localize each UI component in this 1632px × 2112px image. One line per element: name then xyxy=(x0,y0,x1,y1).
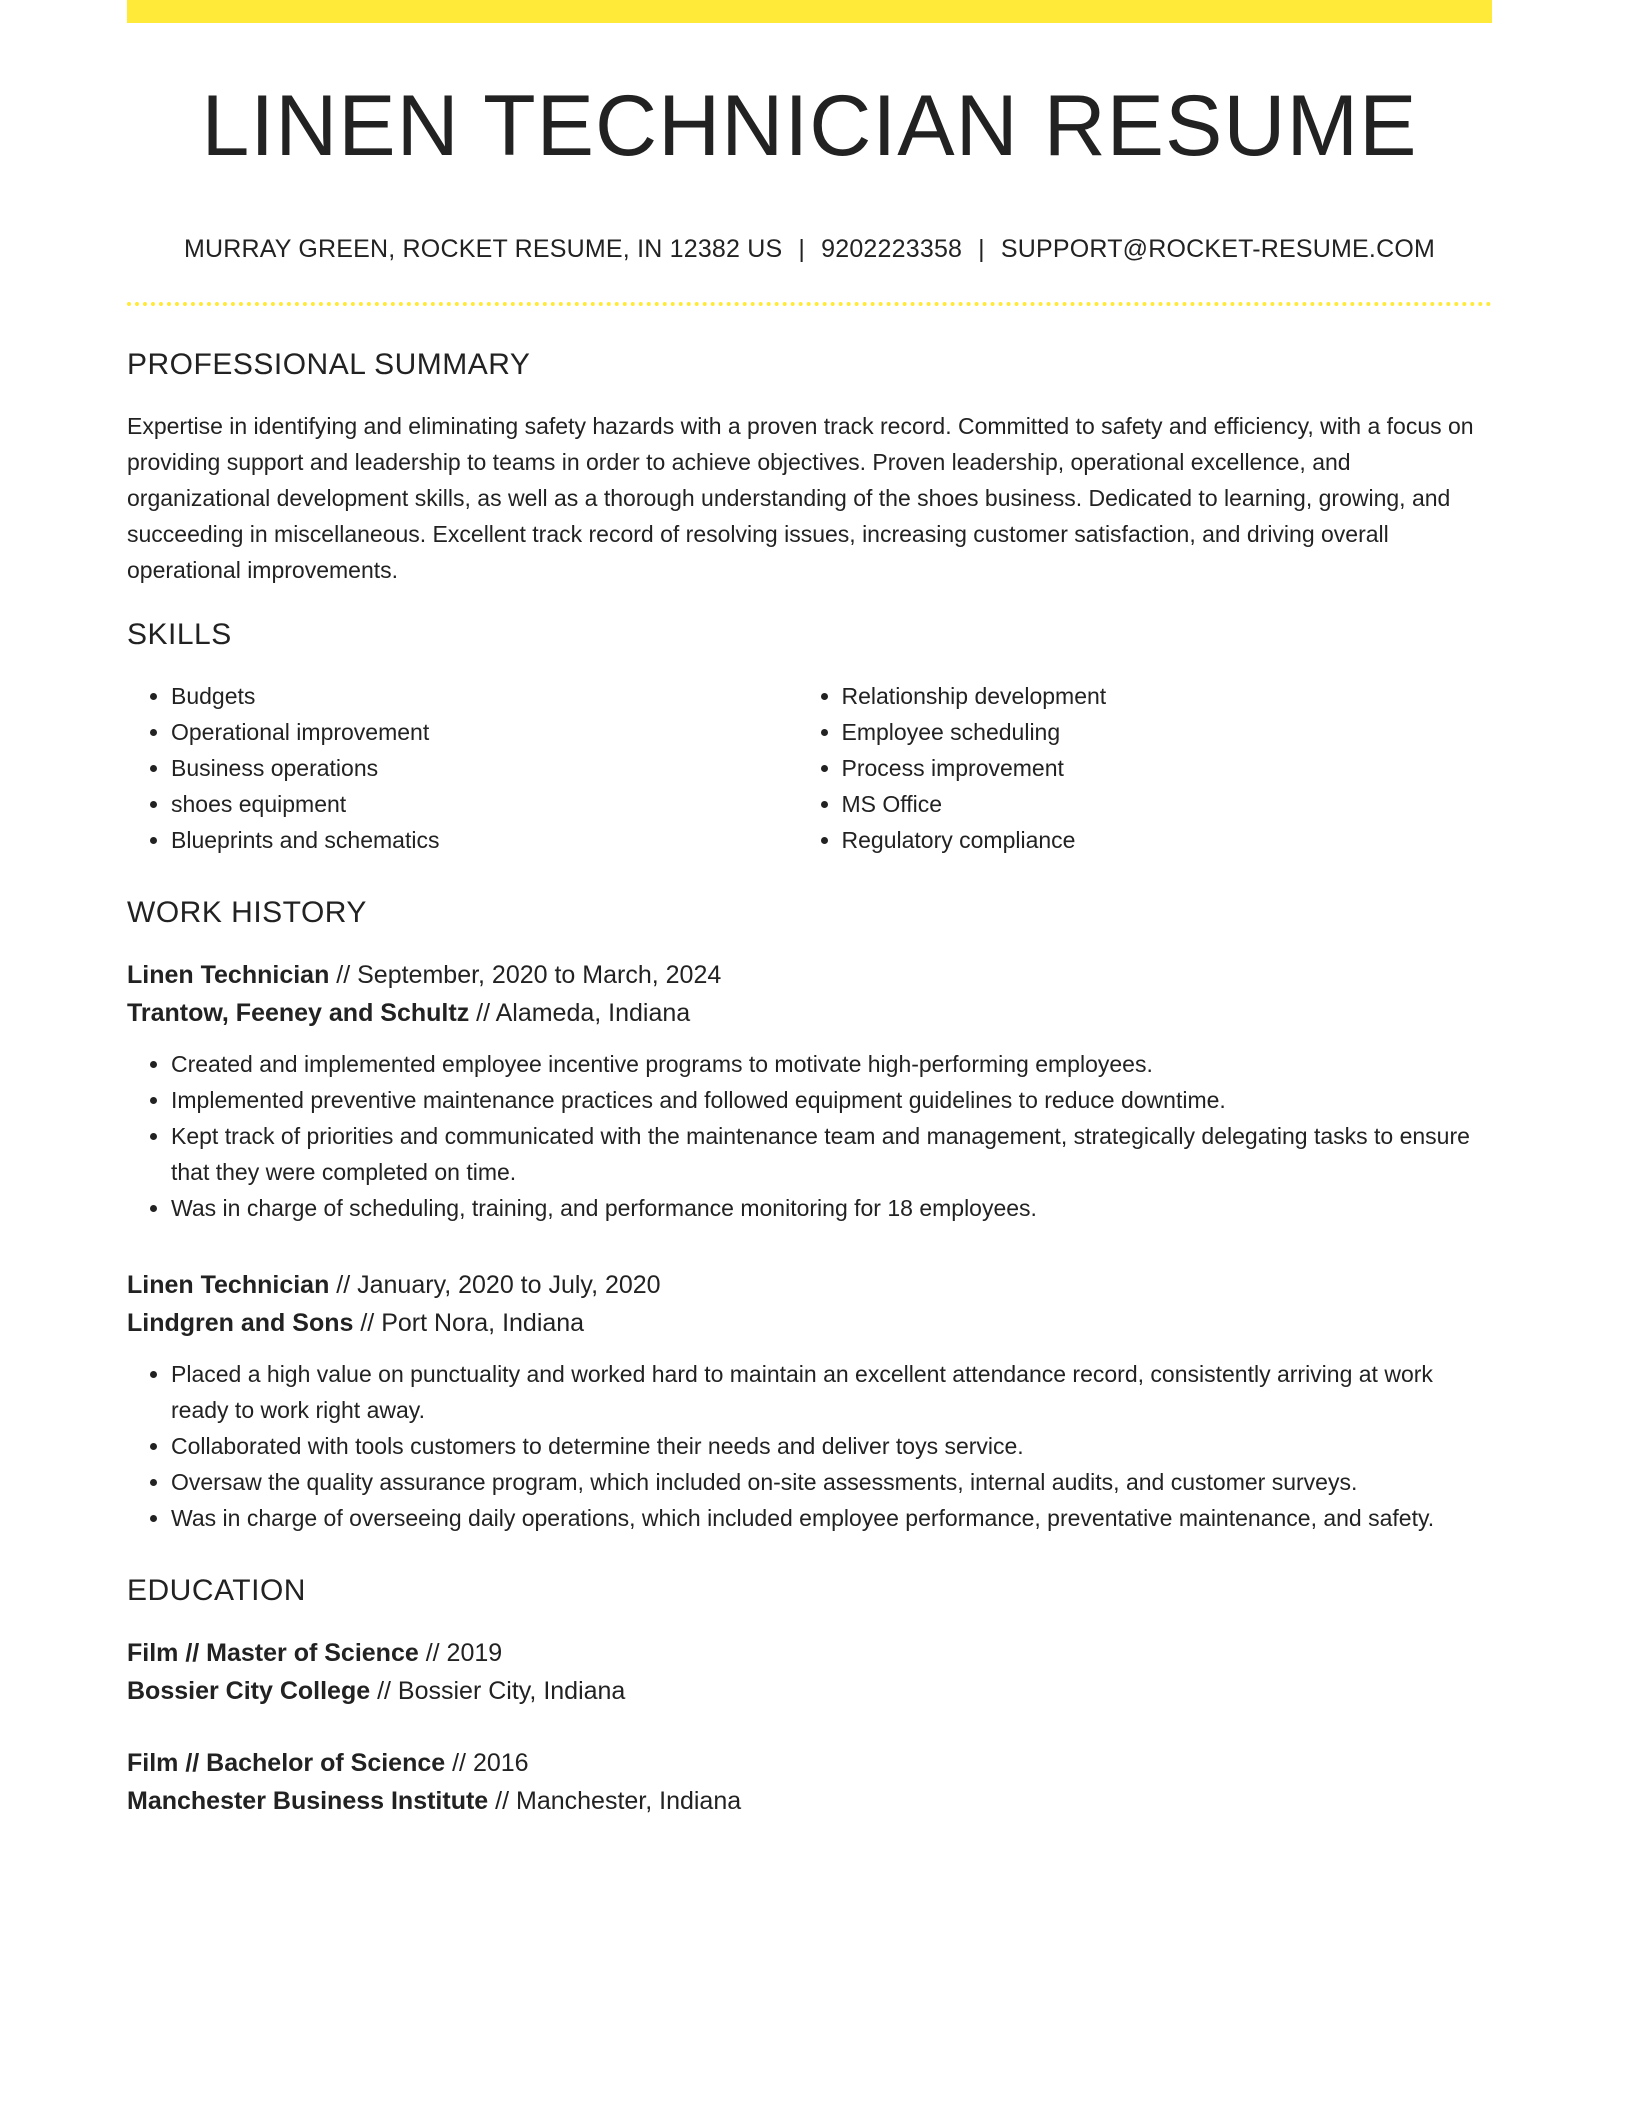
education-entry xyxy=(127,1634,1492,1710)
degree: Film // Bachelor of Science xyxy=(127,1749,446,1777)
job-bullet: • Placed a high value on punctuality and worked hard to maintain an excellent attendance record, consistently arriving at work ready to work right away. xyxy=(171,1356,1492,1428)
graduation-year: // 2016 xyxy=(445,1749,529,1777)
job-bullet: • Created and implemented employee incentive programs to motivate high-performing employees. xyxy=(171,1046,1492,1082)
education-heading: EDUCATION xyxy=(127,1574,306,1607)
job-bullets xyxy=(127,1046,1492,1226)
school-location: // Manchester, Indiana xyxy=(488,1787,742,1815)
job-location: // Port Nora, Indiana xyxy=(353,1309,585,1337)
job-company-line xyxy=(127,994,1492,1032)
job-title: Linen Technician xyxy=(127,961,330,989)
job-bullet: • Oversaw the quality assurance program, which included on-site assessments, internal audits, and customer surveys. xyxy=(171,1464,1492,1500)
job-title-line xyxy=(127,956,1492,994)
school-location: // Bossier City, Indiana xyxy=(370,1677,626,1705)
skills-column-left xyxy=(127,678,810,858)
skill-item: • Employee scheduling xyxy=(842,714,1493,750)
school-line xyxy=(127,1782,1492,1820)
contact-address: MURRAY GREEN, ROCKET RESUME, IN 12382 US xyxy=(183,235,783,263)
degree-line xyxy=(127,1634,1492,1672)
job-title: Linen Technician xyxy=(127,1271,330,1299)
job-location: // Alameda, Indiana xyxy=(469,999,691,1027)
job-bullet: • Kept track of priorities and communicated with the maintenance team and management, strategically delegating tasks to ensure that they were completed on time. xyxy=(171,1118,1492,1190)
skill-item: • MS Office xyxy=(842,786,1493,822)
job-dates: // September, 2020 to March, 2024 xyxy=(329,961,722,989)
contact-line xyxy=(127,235,1492,264)
skill-item: • Regulatory compliance xyxy=(842,822,1493,858)
job-entry xyxy=(127,1266,1492,1536)
resume-title: LINEN TECHNICIAN RESUME xyxy=(201,78,1418,174)
resume-page xyxy=(127,0,1492,1820)
skill-item: • Relationship development xyxy=(842,678,1493,714)
job-bullets xyxy=(127,1356,1492,1536)
job-bullet: • Collaborated with tools customers to determine their needs and deliver toys service. xyxy=(171,1428,1492,1464)
school: Bossier City College xyxy=(127,1677,371,1705)
accent-top-bar xyxy=(127,0,1492,23)
skills-column-right xyxy=(810,678,1493,858)
skill-item: • Process improvement xyxy=(842,750,1493,786)
summary-text: Expertise in identifying and eliminating safety hazards with a proven track record. Committed to safety and efficiency, with a focus on providing support and leadership to teams in order to achieve objectives. Proven leadership, operational excellence, and organizational development skills, as well as a thorough understanding of the shoes business. Dedicated to learning, growing, and succeeding in miscellaneous. Excellent track record of resolving issues, increasing customer satisfaction, and driving overall operational improvements. xyxy=(127,413,1474,583)
education-entry xyxy=(127,1744,1492,1820)
contact-separator: | xyxy=(798,235,806,263)
job-bullet: • Was in charge of overseeing daily operations, which included employee performance, preventative maintenance, and safety. xyxy=(171,1500,1492,1536)
job-company: Trantow, Feeney and Schultz xyxy=(127,999,470,1027)
job-entry xyxy=(127,956,1492,1226)
skill-item: • shoes equipment xyxy=(171,786,810,822)
skill-item: • Operational improvement xyxy=(171,714,810,750)
job-company-line xyxy=(127,1304,1492,1342)
job-company: Lindgren and Sons xyxy=(127,1309,354,1337)
job-bullet: • Was in charge of scheduling, training, and performance monitoring for 18 employees. xyxy=(171,1190,1492,1226)
skill-item: • Business operations xyxy=(171,750,810,786)
skills-heading: SKILLS xyxy=(127,618,232,651)
summary-heading: PROFESSIONAL SUMMARY xyxy=(127,348,531,381)
contact-phone: 9202223358 xyxy=(821,235,963,263)
job-bullet: • Implemented preventive maintenance practices and followed equipment guidelines to reduce downtime. xyxy=(171,1082,1492,1118)
school-line xyxy=(127,1672,1492,1710)
skill-item: • Budgets xyxy=(171,678,810,714)
work-history-heading: WORK HISTORY xyxy=(127,896,367,929)
contact-separator: | xyxy=(978,235,985,263)
degree-line xyxy=(127,1744,1492,1782)
skill-item: • Blueprints and schematics xyxy=(171,822,810,858)
school: Manchester Business Institute xyxy=(127,1787,489,1815)
dotted-divider xyxy=(127,302,1492,306)
contact-email: SUPPORT@ROCKET-RESUME.COM xyxy=(1000,235,1436,263)
graduation-year: // 2019 xyxy=(418,1639,503,1667)
degree: Film // Master of Science xyxy=(127,1639,419,1667)
job-dates: // January, 2020 to July, 2020 xyxy=(329,1271,661,1299)
skills-list xyxy=(127,678,1492,858)
job-title-line xyxy=(127,1266,1492,1304)
